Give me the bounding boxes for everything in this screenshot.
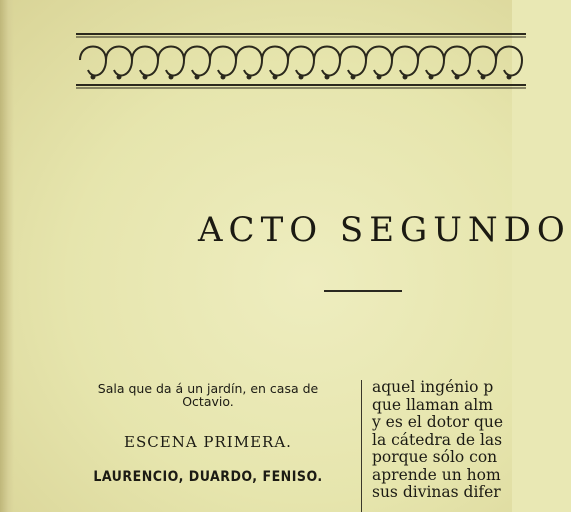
setting-line-2: Octavio. bbox=[182, 394, 234, 409]
setting-line-1: Sala que da á un jardín, en casa de bbox=[97, 381, 319, 396]
page-spine-shadow bbox=[0, 0, 14, 512]
column-divider bbox=[361, 380, 362, 512]
character-list: LAURENCIO, DUARDO, FENISO. bbox=[93, 469, 323, 485]
right-column bbox=[372, 379, 503, 502]
verse-line: aquel ingénio p bbox=[372, 378, 494, 396]
left-column bbox=[62, 382, 354, 485]
title-divider-rule bbox=[324, 290, 402, 292]
verse-line: porque sólo con bbox=[372, 448, 498, 466]
act-title: ACTO SEGUNDO bbox=[198, 210, 571, 250]
verse-line: que llaman alm bbox=[372, 395, 493, 414]
decorative-border-ornament bbox=[76, 30, 526, 92]
verse-line: y es el dotor que bbox=[372, 413, 504, 431]
scene-heading: ESCENA PRIMERA. bbox=[124, 433, 292, 451]
verse-line: aprende un hom bbox=[372, 465, 501, 484]
verse-line: sus divinas difer bbox=[372, 483, 501, 501]
verse-line: la cátedra de las bbox=[372, 430, 503, 449]
